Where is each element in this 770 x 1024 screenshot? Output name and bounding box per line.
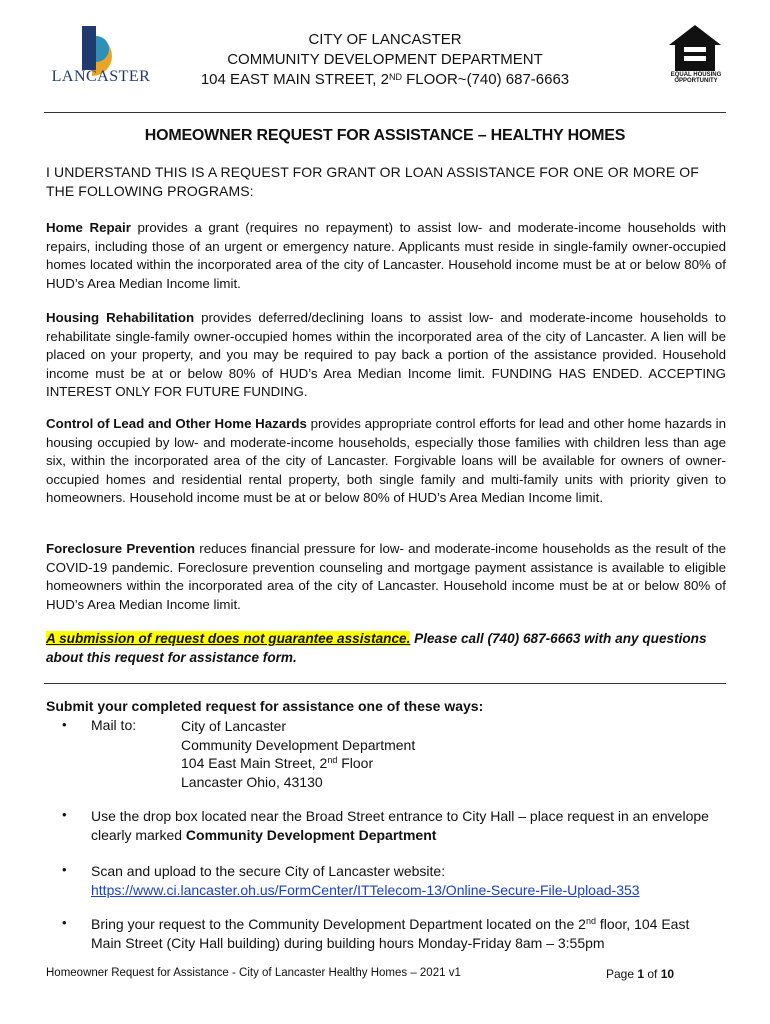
page-of: of <box>644 967 661 981</box>
address-floor: Floor <box>337 755 374 771</box>
scan-text: Scan and upload to the secure City of Lancaster website: <box>91 863 446 879</box>
page-current: 1 <box>637 967 645 981</box>
page-total: 10 <box>660 967 675 981</box>
submit-heading: Submit your completed request for assistance one of these ways: <box>46 698 484 714</box>
equal-housing-label: EQUAL HOUSING OPPORTUNITY <box>670 72 722 84</box>
program-description: provides appropriate control efforts for lead and other home hazards in housing occupied by low- and moderate-income households, especially those families with children less than age six, within the incorporated area of the city of Lancaster. Forgivable loans will be available for owners of owner-occupied homes and residential rental property, both single family and multi-family units with priority given to homeowners. Household income must be at or below 80% of HUD’s Area Median Income limit. <box>46 416 726 505</box>
header-address-main: 104 EAST MAIN STREET, 2 <box>200 71 389 88</box>
program-name: Control of Lead and Other Home Hazards <box>46 416 307 431</box>
logo-wordmark: LANCASTER <box>51 68 151 85</box>
page-label: Page <box>606 967 638 981</box>
notice-highlight: A submission of request does not guarantee assistance. <box>46 631 411 646</box>
address-line: City of Lancaster <box>181 718 287 734</box>
program-housing-rehabilitation <box>46 309 726 402</box>
header-city: CITY OF LANCASTER <box>308 31 462 48</box>
footer-document-name: Homeowner Request for Assistance - City of Lancaster Healthy Homes – 2021 v1 <box>46 967 461 979</box>
program-lead-hazards <box>46 415 726 508</box>
page-title: HOMEOWNER REQUEST FOR ASSISTANCE – HEALTHY HOMES <box>144 127 626 144</box>
dropbox-text: Use the drop box located near the Broad Street entrance to City Hall – place request in an envelope clearly marked <box>91 808 709 843</box>
program-description: provides a grant (requires no repayment) to assist low- and moderate-income households with repairs, including those of an urgent or emergency nature. Applicants must reside in single-family owner-occupied homes located within the incorporated area of the city of Lancaster. Household income must be at or below 80% of HUD’s Area Median Income limit. <box>46 220 726 291</box>
bullet-icon: • <box>62 717 67 732</box>
mailing-address <box>181 717 415 791</box>
header-address <box>160 70 610 90</box>
bullet-icon: • <box>62 807 67 822</box>
program-description: provides deferred/declining loans to assist low- and moderate-income households to rehabilitate single-family owner-occupied homes within the incorporated area of the city of Lancaster. A lien will be placed on your property, and you may be required to pay back a portion of the assistance provided. Household income must be at or below 80% of HUD’s Area Median Income limit. FUNDING HAS ENDED. ACCEPTING INTEREST ONLY FOR FUTURE FUNDING. <box>46 310 726 399</box>
dropbox-bold: Community Development Department <box>185 826 437 843</box>
header-address-sup: ND <box>388 72 402 82</box>
address-line: Lancaster Ohio, 43130 <box>181 773 323 790</box>
header-address-tail: FLOOR~(740) 687-6663 <box>401 71 570 88</box>
in-person-text-tail: floor, 104 East Main Street (City Hall building) during building hours Monday-Friday 8am – 3:55pm <box>91 916 690 951</box>
program-name: Home Repair <box>46 220 131 235</box>
dropbox-option <box>91 807 721 844</box>
scan-option <box>91 862 721 899</box>
upload-link[interactable]: https://www.ci.lancaster.oh.us/FormCenter/ITTelecom-13/Online-Secure-File-Upload-353 <box>91 881 640 898</box>
header-department: COMMUNITY DEVELOPMENT DEPARTMENT <box>227 51 543 68</box>
mail-label: Mail to: <box>91 717 137 733</box>
assistance-notice <box>46 629 728 667</box>
section-divider <box>44 683 726 684</box>
bullet-icon: • <box>62 915 67 930</box>
program-description: reduces financial pressure for low- and moderate-income households as the result of the COVID-19 pandemic. Foreclosure prevention counseling and mortgage payment assistance is available to eligible homeowners within the incorporated area of the city of Lancaster. Household income must be at or below 80% of HUD’s Area Median Income limit. <box>46 541 726 612</box>
program-name: Foreclosure Prevention <box>46 541 196 556</box>
header-divider <box>44 112 726 113</box>
address-line <box>181 754 415 773</box>
notice-rest: Please call (740) 687-6663 with any questions about this request for assistance form. <box>46 631 707 665</box>
address-sup: nd <box>327 755 338 765</box>
in-person-text: Bring your request to the Community Development Department located on the 2 <box>91 916 586 932</box>
logo-blue-bar <box>82 26 96 70</box>
program-name: Housing Rehabilitation <box>46 310 195 325</box>
address-street: 104 East Main Street, 2 <box>181 755 328 771</box>
in-person-option <box>91 915 721 952</box>
letterhead <box>160 30 610 90</box>
intro-text: I UNDERSTAND THIS IS A REQUEST FOR GRANT OR LOAN ASSISTANCE FOR ONE OR MORE OF THE FOLLOWING PROGRAMS: <box>46 164 699 199</box>
program-home-repair <box>46 219 726 293</box>
page-number <box>606 967 674 981</box>
in-person-sup: nd <box>585 916 596 926</box>
address-line: Community Development Department <box>181 736 416 753</box>
program-foreclosure-prevention <box>46 540 726 614</box>
bullet-icon: • <box>62 862 67 877</box>
